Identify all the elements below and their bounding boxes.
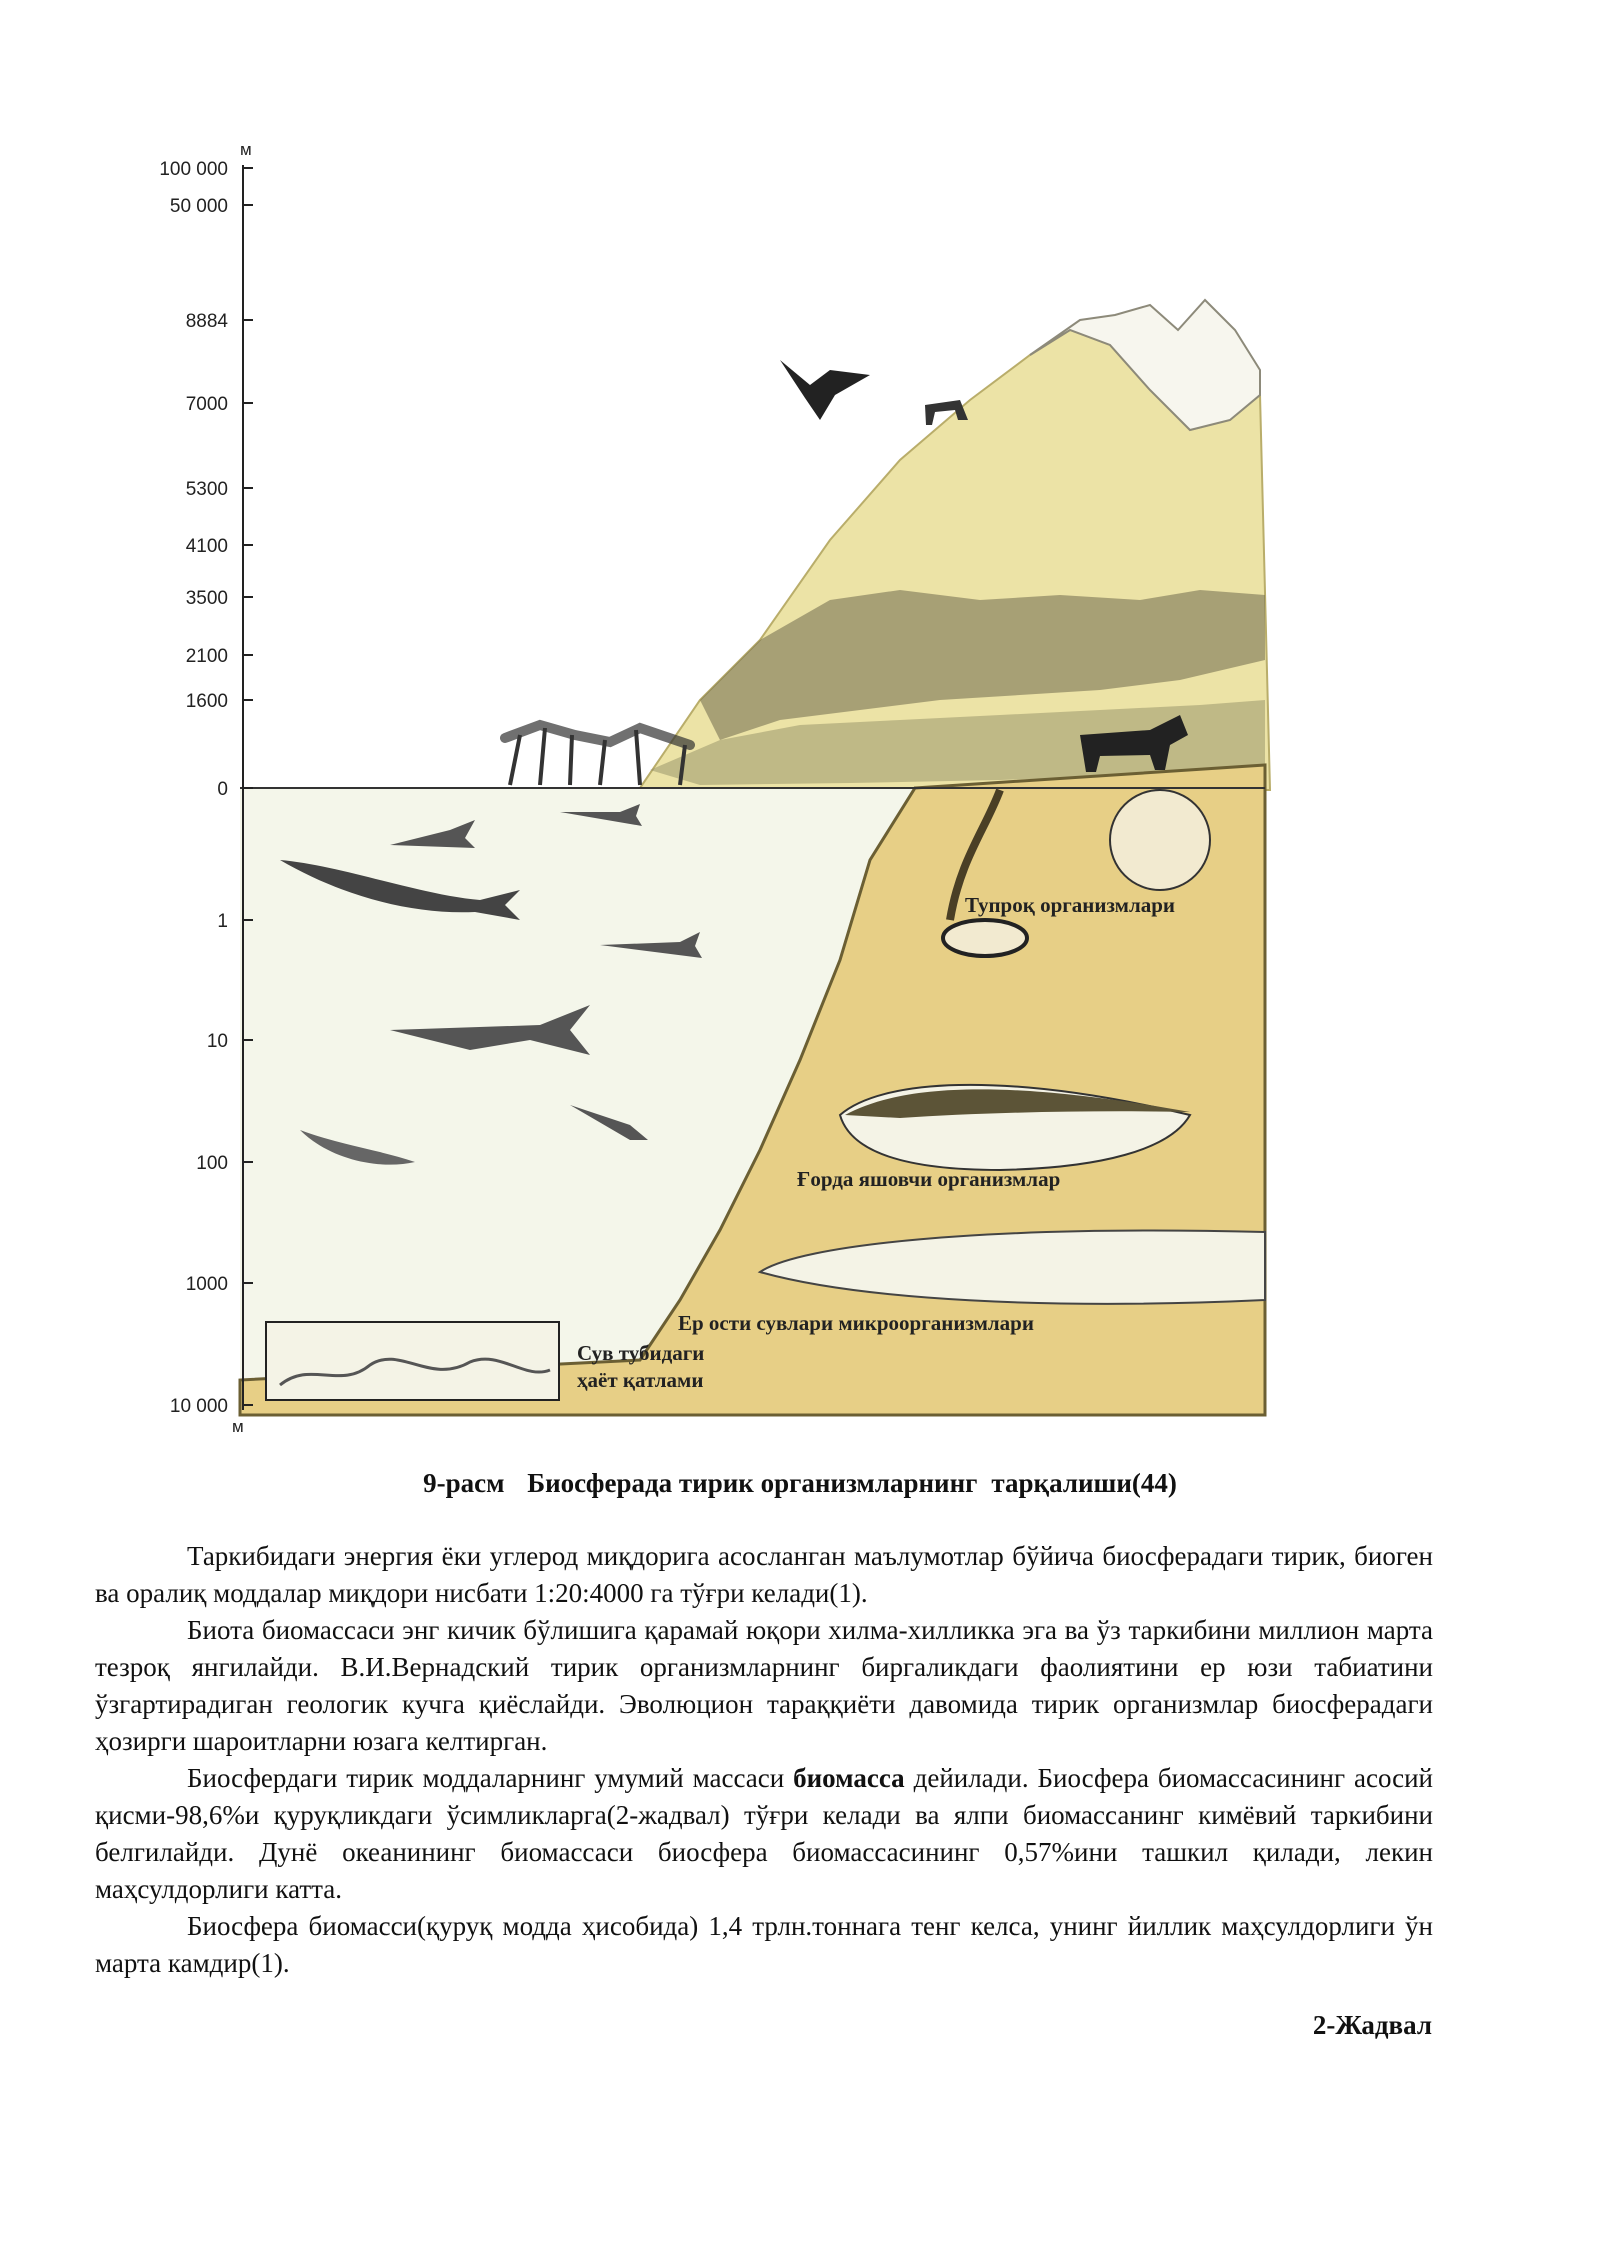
axis-tick-label: 0 [217, 779, 228, 800]
soil-organisms-label: Тупроқ организмлари [965, 893, 1176, 917]
paragraph-1: Таркибидаги энергия ёки углерод миқдорига асосланган маълумотлар бўйича биосферадаги тирик, биоген ва оралиқ моддалар миқдори нисбати 1:20:4000 га тўғри келади(1). [95, 1541, 1433, 1608]
axis-tick-label: 2100 [185, 646, 228, 667]
caption-text-a: Биосферада тирик организмларнинг [527, 1468, 978, 1498]
axis-tick-label: 8884 [185, 311, 228, 332]
figure-caption [0, 1468, 1600, 1499]
term-biomass: биомасса [793, 1763, 905, 1793]
axis-tick-label: 10 000 [169, 1396, 228, 1417]
paragraph-3-start: Биосфердаги тирик моддаларнинг умумий массаси [187, 1763, 785, 1793]
axis-ticks [159, 159, 253, 1417]
paragraph-4: Биосфера биомасси(қуруқ модда ҳисобида) 1,4 трлн.тоннага тенг келса, унинг йиллик маҳсулдорлиги ўн марта камдир(1). [95, 1911, 1433, 1978]
axis-unit-bottom: м [232, 1417, 244, 1436]
axis-tick-label: 5300 [185, 479, 228, 500]
axis-tick-label: 100 [196, 1153, 228, 1174]
axis-tick-label: 50 000 [169, 196, 228, 217]
axis-tick-label: 7000 [185, 394, 228, 415]
axis-tick-label: 4100 [185, 536, 228, 557]
body-text [95, 1538, 1433, 1982]
axis-unit-top: м [240, 140, 252, 159]
groundwater-label: Ер ости сувлари микроорганизмлари [678, 1311, 1034, 1335]
caption-number: 9-расм [423, 1468, 505, 1498]
burrow-chamber [943, 920, 1027, 956]
axis-tick-label: 100 000 [159, 159, 228, 180]
cave-organisms-label: Ғорда яшовчи организмлар [797, 1167, 1061, 1191]
axis-tick-label: 3500 [185, 588, 228, 609]
bottom-life-label-1: Сув тубидаги [577, 1341, 705, 1365]
axis-tick-label: 10 [206, 1031, 228, 1052]
table-reference: 2-Жадвал [1312, 2010, 1432, 2040]
bottom-life-label-2: ҳаёт қатлами [577, 1368, 704, 1392]
palm-fronds [505, 725, 690, 745]
caption-text-b: тарқалиши(44) [991, 1468, 1177, 1498]
paragraph-3 [95, 1760, 1433, 1908]
paragraph-2: Биота биомассаси энг кичик бўлишига қарамай юқори хилма-хилликка эга ва ўз таркибини миллион марта тезроқ янгилайди. В.И.Вернадский тирик организмларнинг биргаликдаги фаолиятини ер юзи табиатини ўзгартирадиган геологик кучга қиёслайди. Эволюцион тараққиёти давомида тирик организмлар биосферадаги ҳозирги шароитларни юзага келтирган. [95, 1615, 1433, 1756]
paragraph-3-end: дейилади. Биосфера биомассасининг асосий қисми-98,6%и қуруқликдаги ўсимликларга(2-жадвал) тўғри келади ва ялпи биомассанинг кимёвий таркибини белгилайди. Дунё океанининг биомассаси биосфера биомассасининг 0,57%ини ташкил қилади, лекин маҳсулдорлиги катта. [95, 1763, 1434, 1904]
axis-tick-label: 1000 [185, 1274, 228, 1295]
eagle-silhouette [780, 360, 870, 420]
bottom-life-box [266, 1322, 559, 1400]
axis-tick-label: 1 [217, 911, 228, 932]
soil-sample-circle [1110, 790, 1210, 890]
axis-tick-label: 1600 [185, 691, 228, 712]
